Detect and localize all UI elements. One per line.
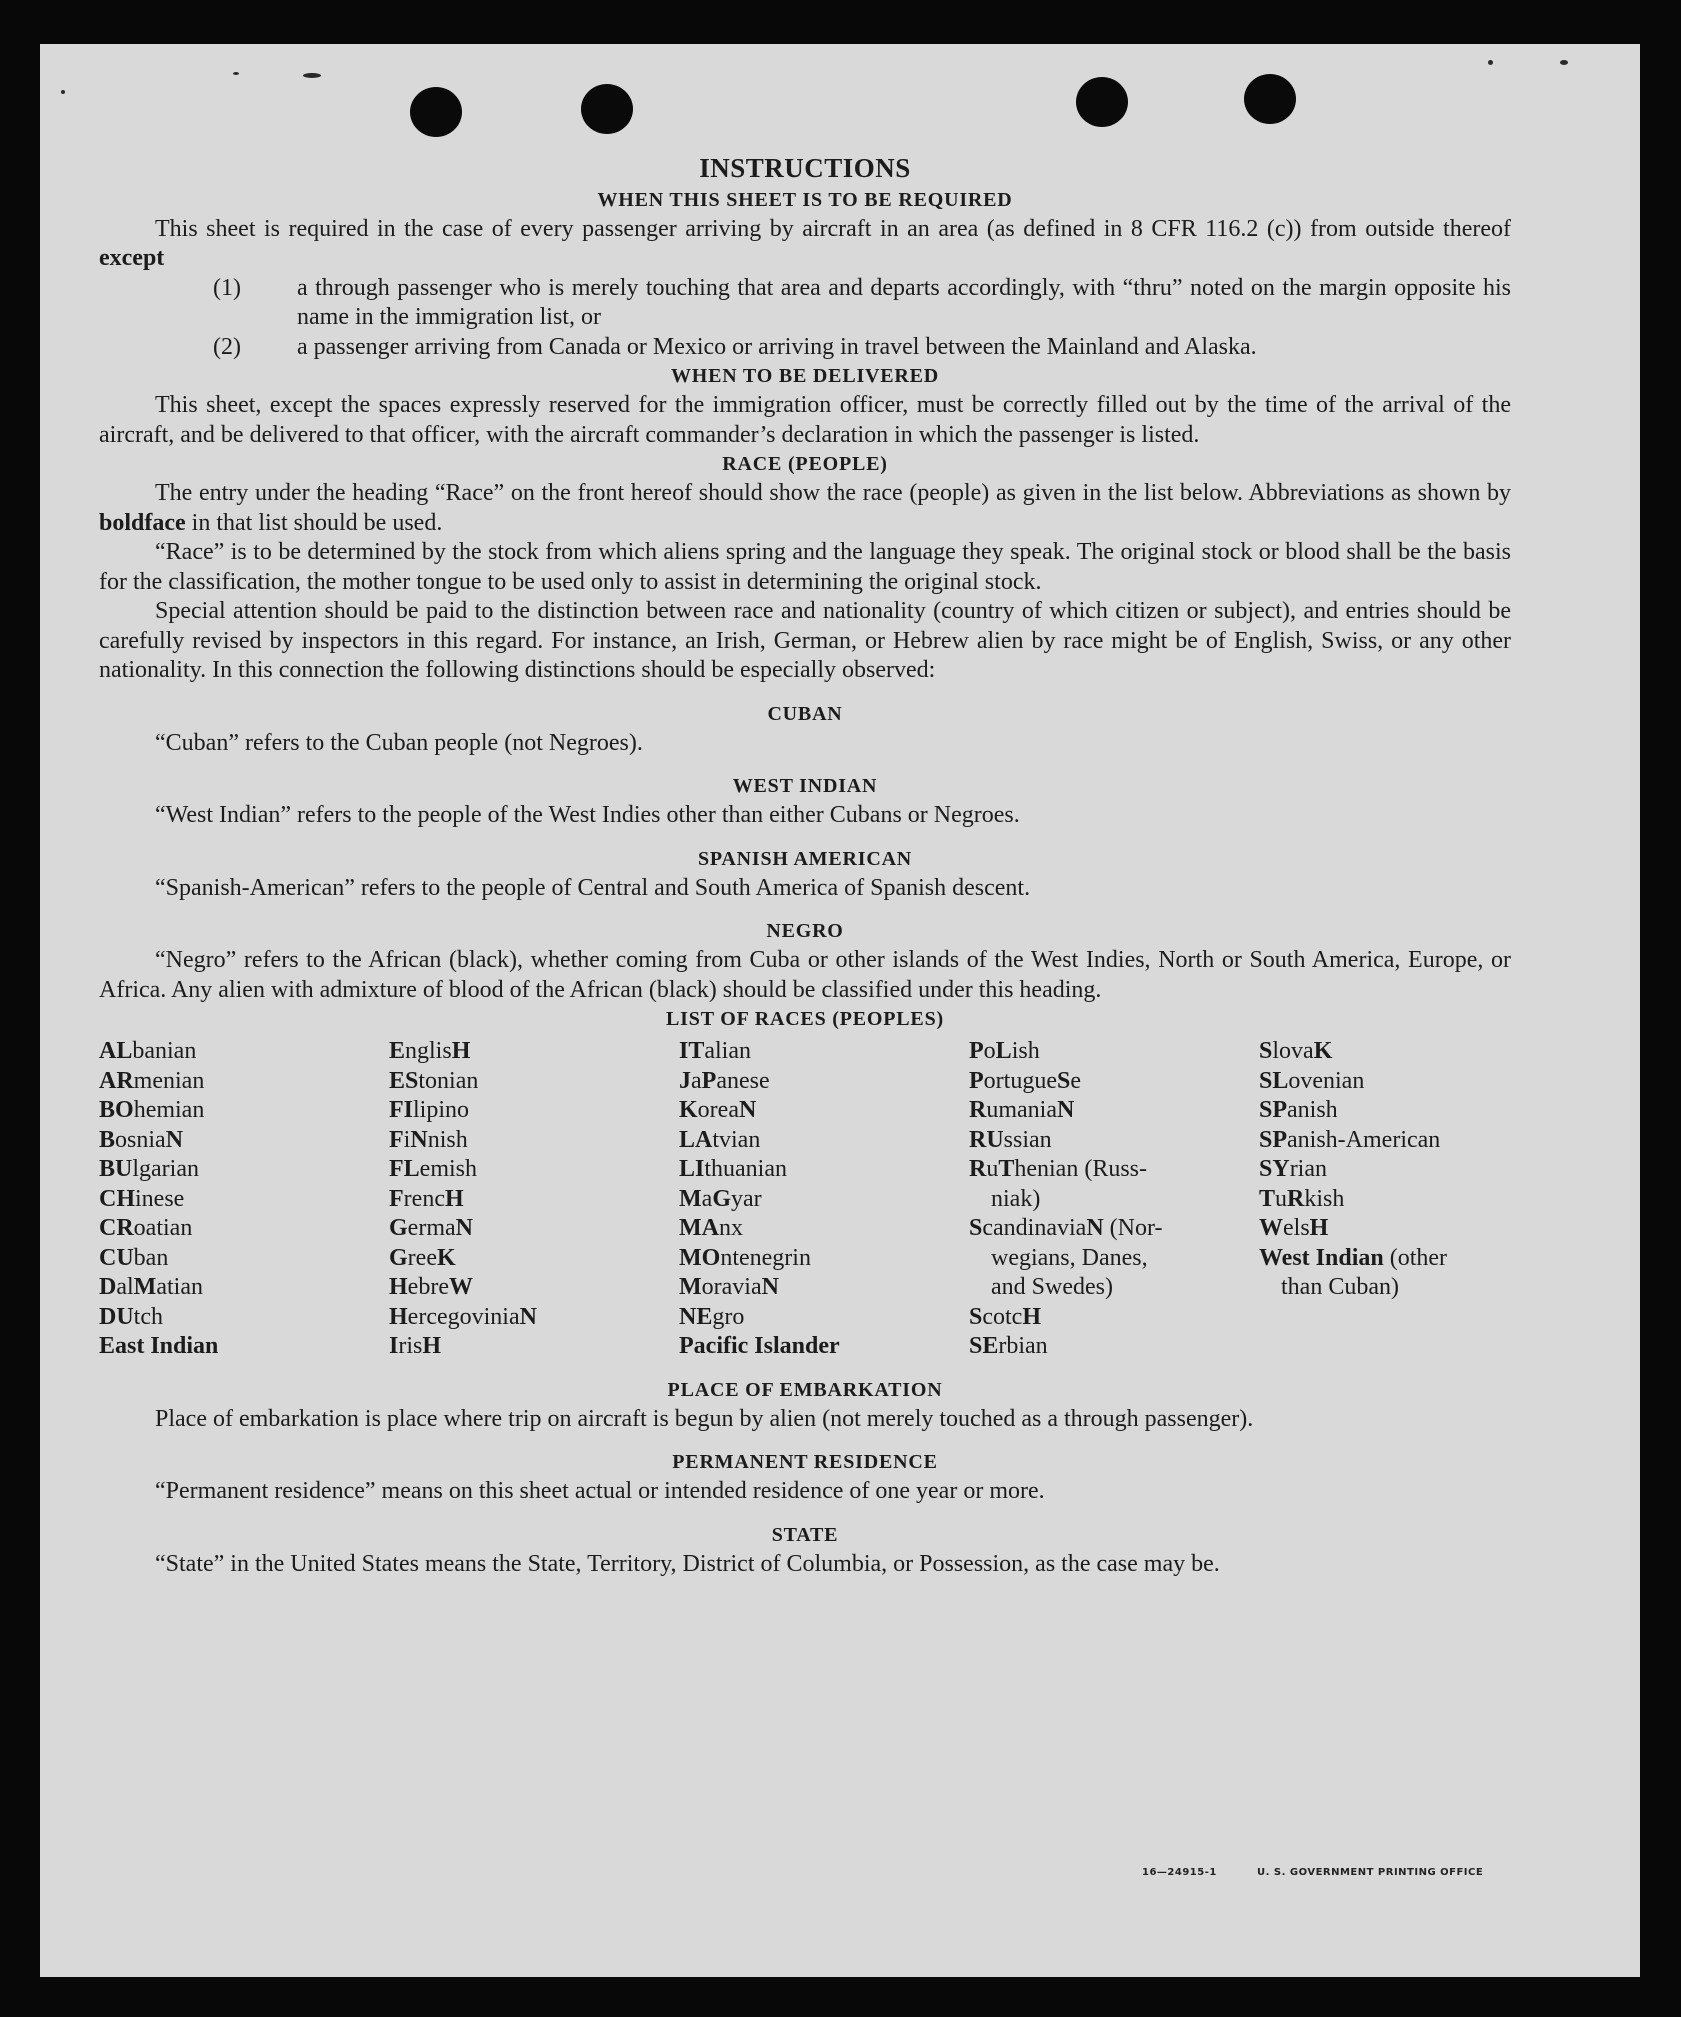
race-entry: GermaN — [389, 1215, 473, 1241]
race-entry: DalMatian — [99, 1274, 203, 1300]
race-entry: FIlipino — [389, 1097, 470, 1123]
race-entry: ScotcH — [969, 1303, 1042, 1330]
punch-hole — [1244, 74, 1296, 124]
form-number: 16—24915-1 — [1142, 1867, 1217, 1878]
race-entry: SYrian — [1259, 1156, 1327, 1182]
race-entry: TuRkish — [1259, 1185, 1345, 1212]
section-heading: WHEN TO BE DELIVERED — [670, 365, 940, 387]
race-entry: HercegoviniaN — [389, 1303, 537, 1330]
race-entry: SPanish — [1259, 1097, 1338, 1123]
document-sheet — [40, 44, 1640, 1977]
race-entry: IrisH — [389, 1333, 442, 1359]
race-entry: PoLish — [969, 1038, 1040, 1064]
races-column — [99, 1037, 389, 1362]
race-entry: niak) — [991, 1185, 1041, 1212]
section-heading: CUBAN — [767, 702, 843, 725]
race-entry: LAtvian — [679, 1126, 761, 1153]
paragraph: “West Indian” refers to the people of the West Indies other than either Cubans or Negroes. — [155, 802, 1020, 828]
race-entry: RuThenian (Russ- — [969, 1156, 1148, 1182]
race-entry: MoraviaN — [679, 1274, 779, 1300]
section-heading: STATE — [771, 1523, 839, 1546]
race-entry: LIthuanian — [679, 1156, 787, 1182]
race-entry: JaPanese — [679, 1067, 770, 1094]
section-heading: NEGRO — [766, 920, 844, 942]
race-entry: EnglisH — [389, 1038, 471, 1064]
list-item: (1) a through passenger who is merely touching that area and departs accordingly, with “thru” noted on the margin opposite his name in the immigration list, or — [213, 274, 1511, 330]
race-entry: ScandinaviaN (Nor- — [969, 1215, 1163, 1241]
speck — [303, 73, 321, 78]
section-heading: PLACE OF EMBARKATION — [667, 1378, 943, 1401]
section-heading: WEST INDIAN — [732, 775, 878, 797]
punch-hole — [410, 87, 462, 137]
speck — [233, 72, 239, 75]
race-entry: WelsH — [1259, 1215, 1329, 1241]
paragraph: “Negro” refers to the African (black), whether coming from Cuba or other islands of the West Indies, North or South America, Europe, or Africa. Any alien with admixture of blood of the African (black) should be classified under this heading. — [99, 947, 1511, 1003]
race-entry: HebreW — [389, 1274, 473, 1300]
race-entry: Pacific Islander — [679, 1333, 840, 1359]
race-entry: ALbanian — [99, 1038, 197, 1064]
paragraph: “Permanent residence” means on this sheet actual or intended residence of one year or more. — [155, 1478, 1045, 1504]
race-entry: GreeK — [389, 1244, 456, 1271]
race-entry: CUban — [99, 1244, 169, 1271]
speck — [61, 90, 65, 94]
race-entry: ARmenian — [99, 1067, 205, 1094]
instructions-body — [99, 154, 1511, 1579]
race-entry: wegians, Danes, — [991, 1244, 1148, 1271]
races-column — [1259, 1037, 1511, 1362]
race-entry: MAnx — [679, 1215, 743, 1241]
race-entry: BUlgarian — [99, 1156, 199, 1182]
race-entry: SErbian — [969, 1333, 1048, 1359]
race-entry: EStonian — [389, 1067, 479, 1094]
list-item: (2) a passenger arriving from Canada or Mexico or arriving in travel between the Mainland and Alaska. — [213, 333, 1257, 360]
race-entry: CHinese — [99, 1185, 185, 1212]
race-entry: KoreaN — [679, 1097, 757, 1123]
race-entry: BOhemian — [99, 1097, 205, 1123]
section-heading: LIST OF RACES (PEOPLES) — [666, 1008, 944, 1030]
paragraph: “Spanish-American” refers to the people of Central and South America of Spanish descent. — [155, 874, 1031, 901]
paragraph: This sheet, except the spaces expressly reserved for the immigration officer, must be correctly filled out by the time of the arrival of the aircraft, and be delivered to that officer, with the aircraft commander’s declaration in which the passenger is listed. — [99, 392, 1511, 448]
punch-hole — [581, 84, 633, 134]
race-entry: RumaniaN — [969, 1097, 1075, 1123]
section-heading: PERMANENT RESIDENCE — [672, 1451, 938, 1473]
section-heading: WHEN THIS SHEET IS TO BE REQUIRED — [597, 188, 1013, 211]
race-entry: ITalian — [679, 1038, 751, 1064]
page-title: INSTRUCTIONS — [699, 153, 911, 183]
race-entry: NEgro — [679, 1303, 745, 1330]
race-entry: MOntenegrin — [679, 1244, 811, 1271]
paragraph: Place of embarkation is place where trip on aircraft is begun by alien (not merely touched as a through passenger). — [155, 1405, 1254, 1432]
paragraph: “Cuban” refers to the Cuban people (not Negroes). — [155, 729, 643, 756]
race-entry: FiNnish — [389, 1126, 468, 1153]
race-entry: RUssian — [969, 1126, 1052, 1153]
race-entry: DUtch — [99, 1303, 163, 1330]
race-entry: PortugueSe — [969, 1067, 1081, 1094]
race-entry: East Indian — [99, 1333, 219, 1359]
race-entry: MaGyar — [679, 1185, 762, 1212]
race-entry: and Swedes) — [991, 1274, 1113, 1300]
race-entry: SPanish-American — [1259, 1126, 1441, 1153]
section-heading: RACE (PEOPLE) — [722, 453, 888, 475]
paragraph: “State” in the United States means the State, Territory, District of Columbia, or Possession, as the case may be. — [155, 1550, 1220, 1577]
race-entry: BosniaN — [99, 1126, 184, 1153]
races-list — [99, 1037, 1511, 1362]
race-entry: than Cuban) — [1281, 1274, 1399, 1300]
race-entry: CRoatian — [99, 1215, 193, 1241]
section-heading: SPANISH AMERICAN — [697, 847, 913, 870]
races-column — [679, 1037, 969, 1362]
races-column — [389, 1037, 679, 1362]
printer-imprint: U. S. GOVERNMENT PRINTING OFFICE — [1257, 1867, 1484, 1878]
paragraph: “Race” is to be determined by the stock from which aliens spring and the language they speak. The original stock or blood shall be the basis for the classification, the mother tongue to be used only to assist in determining the original stock. — [99, 539, 1511, 595]
paragraph: This sheet is required in the case of every passenger arriving by aircraft in an area (as defined in 8 CFR 116.2 (c)) from outside thereof except — [99, 215, 1511, 271]
race-entry: FrencH — [389, 1185, 464, 1212]
speck — [1488, 60, 1493, 65]
race-entry: West Indian (other — [1259, 1244, 1448, 1271]
paragraph: The entry under the heading “Race” on the front hereof should show the race (people) as given in the list below. Abbreviations as shown by boldface in that list should be used. — [99, 480, 1511, 536]
race-entry: SlovaK — [1259, 1038, 1333, 1064]
race-entry: SLovenian — [1259, 1067, 1365, 1094]
race-entry: FLemish — [389, 1156, 477, 1182]
paragraph: Special attention should be paid to the distinction between race and nationality (country of which citizen or subject), and entries should be carefully revised by inspectors in this regard. For instance, an Irish, German, or Hebrew alien by race might be of English, Swiss, or any other nationality. In this connection the following distinctions should be especially observed: — [99, 598, 1511, 683]
speck — [1560, 60, 1568, 65]
punch-hole — [1076, 77, 1128, 127]
races-column — [969, 1037, 1259, 1362]
